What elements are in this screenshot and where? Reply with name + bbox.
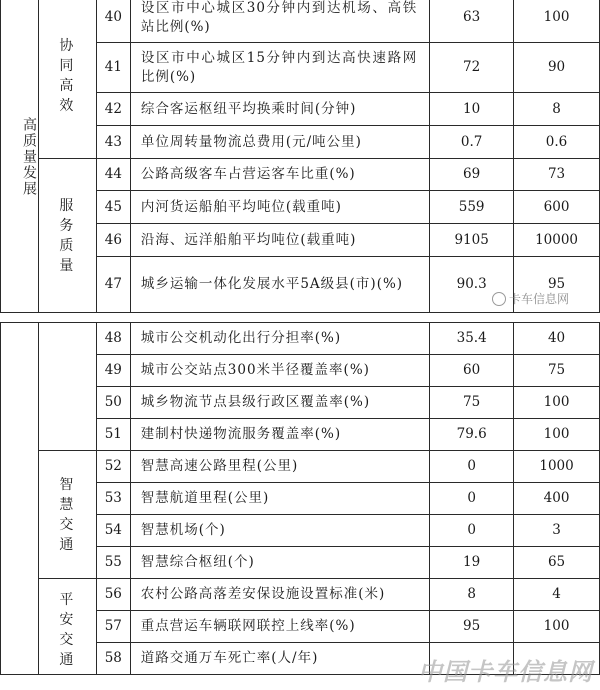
value-current: 0 bbox=[430, 515, 514, 547]
value-target: 8 bbox=[514, 93, 600, 126]
indicator-name: 城市公交站点300米半径覆盖率(%) bbox=[130, 355, 429, 387]
value-current: 95 bbox=[430, 611, 514, 643]
value-target: 600 bbox=[514, 191, 600, 224]
value-target: 40 bbox=[514, 323, 600, 355]
value-target: 65 bbox=[514, 547, 600, 579]
indicator-name: 沿海、远洋船舶平均吨位(载重吨) bbox=[130, 224, 429, 257]
value-current: 69 bbox=[430, 159, 514, 191]
indicator-name: 综合客运枢纽平均换乘时间(分钟) bbox=[130, 93, 429, 126]
value-target: 100 bbox=[514, 0, 600, 43]
value-target: 400 bbox=[514, 483, 600, 515]
row-number: 47 bbox=[96, 257, 130, 313]
indicator-name: 智慧高速公路里程(公里) bbox=[130, 451, 429, 483]
value-current: 79.6 bbox=[430, 419, 514, 451]
row-number: 40 bbox=[96, 0, 130, 43]
row-number: 42 bbox=[96, 93, 130, 126]
indicator-name: 城乡运输一体化发展水平5A级县(市)(%) bbox=[130, 257, 429, 313]
indicator-name: 内河货运船舶平均吨位(载重吨) bbox=[130, 191, 429, 224]
value-current: 90.3 bbox=[430, 257, 514, 313]
indicator-name: 设区市中心城区15分钟内到达高快速路网比例(%) bbox=[130, 43, 429, 93]
value-target: 1000 bbox=[514, 451, 600, 483]
indicator-name: 智慧航道里程(公里) bbox=[130, 483, 429, 515]
value-current: 0 bbox=[430, 451, 514, 483]
row-number: 54 bbox=[96, 515, 130, 547]
value-target: 100 bbox=[514, 419, 600, 451]
table-row bbox=[1, 579, 600, 611]
value-current: 0 bbox=[430, 483, 514, 515]
value-current: 75 bbox=[430, 387, 514, 419]
indicator-name: 智慧综合枢纽(个) bbox=[130, 547, 429, 579]
value-current: 60 bbox=[430, 355, 514, 387]
row-number: 41 bbox=[96, 43, 130, 93]
indicator-name: 农村公路高落差安保设施设置标准(米) bbox=[130, 579, 429, 611]
value-target: 3 bbox=[514, 515, 600, 547]
indicator-table-lower bbox=[0, 322, 600, 675]
value-target: 73 bbox=[514, 159, 600, 191]
value-current: 10 bbox=[430, 93, 514, 126]
value-current: 559 bbox=[430, 191, 514, 224]
watermark-small-text: 卡车信息网 bbox=[509, 292, 570, 306]
value-target: 10000 bbox=[514, 224, 600, 257]
value-current: 35.4 bbox=[430, 323, 514, 355]
row-number: 44 bbox=[96, 159, 130, 191]
table-row bbox=[1, 159, 600, 191]
indicator-name: 智慧机场(个) bbox=[130, 515, 429, 547]
group-cell: 协同高效 bbox=[38, 0, 96, 159]
indicator-name: 建制村快递物流服务覆盖率(%) bbox=[130, 419, 429, 451]
value-target: 4 bbox=[514, 579, 600, 611]
value-current: 72 bbox=[430, 43, 514, 93]
indicator-name: 重点营运车辆联网联控上线率(%) bbox=[130, 611, 429, 643]
value-target: 75 bbox=[514, 355, 600, 387]
group-cell: 智慧交通 bbox=[38, 451, 96, 579]
group-cell: 平安交通 bbox=[38, 579, 96, 675]
table-row bbox=[1, 323, 600, 355]
row-number: 51 bbox=[96, 419, 130, 451]
watermark-large: 中国卡车信息网 bbox=[418, 658, 593, 686]
row-number: 50 bbox=[96, 387, 130, 419]
value-target: 100 bbox=[514, 387, 600, 419]
group-cell bbox=[38, 323, 96, 451]
row-number: 52 bbox=[96, 451, 130, 483]
value-current: 19 bbox=[430, 547, 514, 579]
row-number: 56 bbox=[96, 579, 130, 611]
value-current: 9105 bbox=[430, 224, 514, 257]
category-cell bbox=[1, 323, 39, 675]
watermark-small bbox=[492, 290, 569, 307]
indicator-table-upper bbox=[0, 0, 600, 313]
row-number: 53 bbox=[96, 483, 130, 515]
row-number: 48 bbox=[96, 323, 130, 355]
value-target: 95 bbox=[514, 257, 600, 313]
watermark-logo-icon bbox=[492, 292, 506, 306]
row-number: 49 bbox=[96, 355, 130, 387]
row-number: 46 bbox=[96, 224, 130, 257]
row-number: 57 bbox=[96, 611, 130, 643]
value-current: 8 bbox=[430, 579, 514, 611]
table-row bbox=[1, 0, 600, 43]
indicator-name: 道路交通万车死亡率(人/年) bbox=[130, 643, 429, 675]
value-current: 0.7 bbox=[430, 126, 514, 159]
indicator-name: 公路高级客车占营运客车比重(%) bbox=[130, 159, 429, 191]
row-number: 58 bbox=[96, 643, 130, 675]
indicator-name: 设区市中心城区30分钟内到达机场、高铁站比例(%) bbox=[130, 0, 429, 43]
value-target: 90 bbox=[514, 43, 600, 93]
category-cell: 高质量发展 bbox=[1, 0, 39, 313]
value-current: 63 bbox=[430, 0, 514, 43]
row-number: 55 bbox=[96, 547, 130, 579]
group-cell: 服务质量 bbox=[38, 159, 96, 313]
value-target: 100 bbox=[514, 611, 600, 643]
row-number: 45 bbox=[96, 191, 130, 224]
indicator-name: 城市公交机动化出行分担率(%) bbox=[130, 323, 429, 355]
row-number: 43 bbox=[96, 126, 130, 159]
value-target: 0.6 bbox=[514, 126, 600, 159]
indicator-name: 单位周转量物流总费用(元/吨公里) bbox=[130, 126, 429, 159]
page-gap bbox=[0, 313, 600, 322]
table-row bbox=[1, 451, 600, 483]
indicator-name: 城乡物流节点县级行政区覆盖率(%) bbox=[130, 387, 429, 419]
